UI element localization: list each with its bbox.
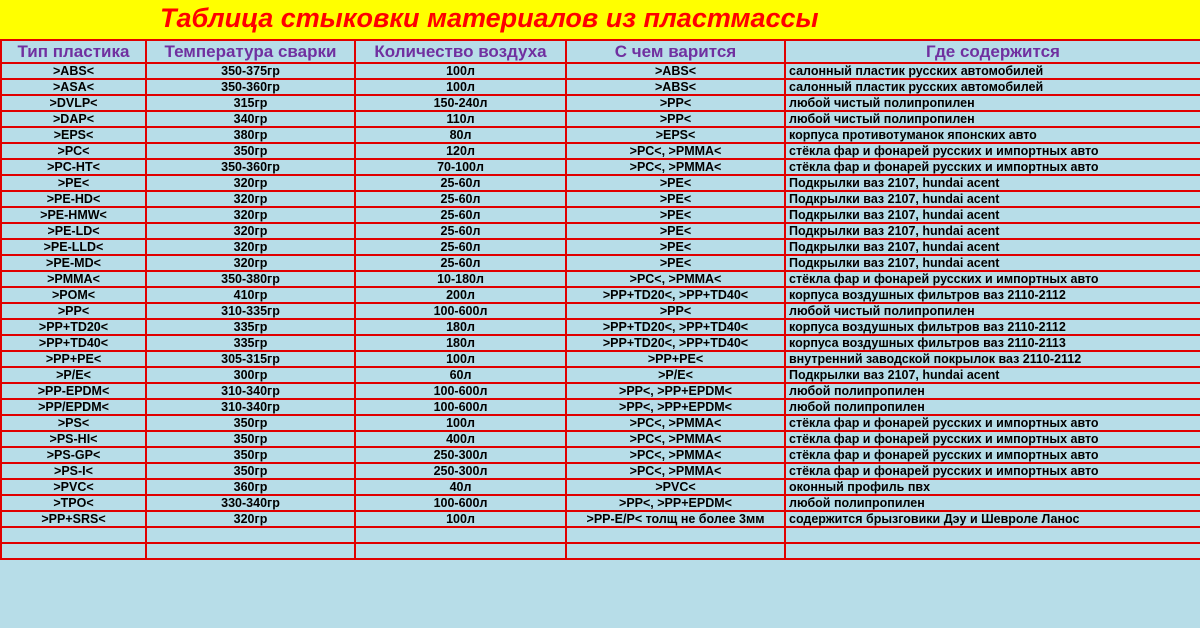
cell-weld-temperature[interactable]: 350гр (146, 431, 355, 447)
cell-air-amount[interactable]: 200л (355, 287, 566, 303)
cell-air-amount[interactable]: 250-300л (355, 463, 566, 479)
header-where-found[interactable]: Где содержится (785, 40, 1200, 63)
table-row (1, 143, 1200, 159)
table-row (1, 335, 1200, 351)
cell-plastic-type[interactable]: >PVC< (1, 479, 146, 495)
cell-air-amount[interactable]: 110л (355, 111, 566, 127)
cell-air-amount[interactable]: 180л (355, 335, 566, 351)
cell-weld-temperature[interactable]: 350гр (146, 143, 355, 159)
cell-welds-with[interactable]: >PP<, >PP+EPDM< (566, 495, 785, 511)
cell-air-amount[interactable]: 25-60л (355, 175, 566, 191)
cell-weld-temperature[interactable]: 310-340гр (146, 399, 355, 415)
cell-where-found[interactable]: любой чистый полипропилен (785, 95, 1200, 111)
cell-where-found[interactable]: стёкла фар и фонарей русских и импортных авто (785, 463, 1200, 479)
cell-plastic-type[interactable]: >ASA< (1, 79, 146, 95)
cell-welds-with[interactable]: >PC<, >PMMA< (566, 159, 785, 175)
cell-weld-temperature[interactable]: 350-375гр (146, 63, 355, 79)
cell-where-found[interactable]: салонный пластик русских автомобилей (785, 63, 1200, 79)
cell-weld-temperature[interactable]: 350гр (146, 447, 355, 463)
cell-where-found[interactable]: салонный пластик русских автомобилей (785, 79, 1200, 95)
cell-air-amount[interactable]: 180л (355, 319, 566, 335)
cell-welds-with[interactable]: >ABS< (566, 63, 785, 79)
cell-weld-temperature[interactable]: 330-340гр (146, 495, 355, 511)
table-row (1, 223, 1200, 239)
cell-plastic-type[interactable]: >POM< (1, 287, 146, 303)
table-row (1, 127, 1200, 143)
table-row (1, 463, 1200, 479)
cell-air-amount[interactable]: 70-100л (355, 159, 566, 175)
empty-cell[interactable] (566, 527, 785, 543)
cell-plastic-type[interactable]: >PP+TD20< (1, 319, 146, 335)
cell-weld-temperature[interactable]: 340гр (146, 111, 355, 127)
table-row (1, 479, 1200, 495)
cell-weld-temperature[interactable]: 350-360гр (146, 79, 355, 95)
table-row (1, 351, 1200, 367)
cell-welds-with[interactable]: >PC<, >PMMA< (566, 415, 785, 431)
cell-plastic-type[interactable]: >ABS< (1, 63, 146, 79)
header-air-amount[interactable]: Количество воздуха (355, 40, 566, 63)
cell-weld-temperature[interactable]: 335гр (146, 319, 355, 335)
cell-weld-temperature[interactable]: 350гр (146, 415, 355, 431)
empty-cell[interactable] (785, 527, 1200, 543)
cell-air-amount[interactable]: 120л (355, 143, 566, 159)
cell-plastic-type[interactable]: >PMMA< (1, 271, 146, 287)
cell-air-amount[interactable]: 250-300л (355, 447, 566, 463)
cell-air-amount[interactable]: 100-600л (355, 495, 566, 511)
cell-weld-temperature[interactable]: 350-380гр (146, 271, 355, 287)
cell-weld-temperature[interactable]: 315гр (146, 95, 355, 111)
table-row (1, 303, 1200, 319)
cell-welds-with[interactable]: >PP<, >PP+EPDM< (566, 399, 785, 415)
cell-where-found[interactable]: стёкла фар и фонарей русских и импортных авто (785, 271, 1200, 287)
table-row (1, 111, 1200, 127)
cell-welds-with[interactable]: >PE< (566, 207, 785, 223)
table-row (1, 191, 1200, 207)
cell-welds-with[interactable]: >PE< (566, 223, 785, 239)
cell-plastic-type[interactable]: >PS-HI< (1, 431, 146, 447)
cell-where-found[interactable]: Подкрылки ваз 2107, hundai acent (785, 367, 1200, 383)
cell-welds-with[interactable]: >PP< (566, 111, 785, 127)
table-row (1, 415, 1200, 431)
table-row (1, 367, 1200, 383)
table-row (1, 255, 1200, 271)
header-welds-with[interactable]: С чем варится (566, 40, 785, 63)
cell-air-amount[interactable]: 25-60л (355, 255, 566, 271)
table-row (1, 287, 1200, 303)
empty-cell[interactable] (146, 527, 355, 543)
cell-weld-temperature[interactable]: 360гр (146, 479, 355, 495)
cell-plastic-type[interactable]: >PP+SRS< (1, 511, 146, 527)
cell-where-found[interactable]: корпуса воздушных фильтров ваз 2110-2112 (785, 319, 1200, 335)
cell-plastic-type[interactable]: >PE-LLD< (1, 239, 146, 255)
cell-where-found[interactable]: стёкла фар и фонарей русских и импортных авто (785, 415, 1200, 431)
cell-where-found[interactable]: стёкла фар и фонарей русских и импортных авто (785, 143, 1200, 159)
cell-where-found[interactable]: содержится брызговики Дэу и Шевроле Ланос (785, 511, 1200, 527)
cell-welds-with[interactable]: >ABS< (566, 79, 785, 95)
plastics-table (0, 39, 1200, 560)
cell-weld-temperature[interactable]: 310-335гр (146, 303, 355, 319)
cell-where-found[interactable]: любой чистый полипропилен (785, 111, 1200, 127)
cell-where-found[interactable]: корпуса противотуманок японских авто (785, 127, 1200, 143)
table-row (1, 95, 1200, 111)
cell-welds-with[interactable]: >PP+TD20<, >PP+TD40< (566, 319, 785, 335)
header-row (1, 40, 1200, 63)
cell-plastic-type[interactable]: >PE-LD< (1, 223, 146, 239)
cell-where-found[interactable]: Подкрылки ваз 2107, hundai acent (785, 175, 1200, 191)
cell-welds-with[interactable]: >PE< (566, 175, 785, 191)
table-row (1, 207, 1200, 223)
cell-where-found[interactable]: любой полипропилен (785, 495, 1200, 511)
cell-where-found[interactable]: любой полипропилен (785, 399, 1200, 415)
empty-cell[interactable] (1, 527, 146, 543)
cell-where-found[interactable]: внутренний заводской покрылок ваз 2110-2112 (785, 351, 1200, 367)
cell-plastic-type[interactable]: >PP+TD40< (1, 335, 146, 351)
table-row (1, 79, 1200, 95)
cell-weld-temperature[interactable]: 350-360гр (146, 159, 355, 175)
cell-plastic-type[interactable]: >PP+PE< (1, 351, 146, 367)
cell-weld-temperature[interactable]: 320гр (146, 511, 355, 527)
cell-where-found[interactable]: корпуса воздушных фильтров ваз 2110-2113 (785, 335, 1200, 351)
cell-where-found[interactable]: любой полипропилен (785, 383, 1200, 399)
cell-welds-with[interactable]: >PC<, >PMMA< (566, 143, 785, 159)
header-weld-temperature[interactable]: Температура сварки (146, 40, 355, 63)
cell-air-amount[interactable]: 80л (355, 127, 566, 143)
empty-cell[interactable] (146, 543, 355, 559)
cell-air-amount[interactable]: 100л (355, 351, 566, 367)
cell-air-amount[interactable]: 25-60л (355, 223, 566, 239)
table-row (1, 319, 1200, 335)
cell-air-amount[interactable]: 25-60л (355, 207, 566, 223)
cell-plastic-type[interactable]: >PP/EPDM< (1, 399, 146, 415)
cell-air-amount[interactable]: 25-60л (355, 239, 566, 255)
cell-air-amount[interactable]: 25-60л (355, 191, 566, 207)
title-bar (0, 0, 1200, 39)
empty-cell[interactable] (785, 543, 1200, 559)
cell-weld-temperature[interactable]: 320гр (146, 223, 355, 239)
cell-welds-with[interactable]: >PE< (566, 191, 785, 207)
empty-row (1, 543, 1200, 559)
cell-plastic-type[interactable]: >PP< (1, 303, 146, 319)
cell-air-amount[interactable]: 40л (355, 479, 566, 495)
cell-where-found[interactable]: корпуса воздушных фильтров ваз 2110-2112 (785, 287, 1200, 303)
cell-weld-temperature[interactable]: 320гр (146, 239, 355, 255)
cell-where-found[interactable]: стёкла фар и фонарей русских и импортных авто (785, 447, 1200, 463)
empty-cell[interactable] (1, 543, 146, 559)
empty-cell[interactable] (355, 527, 566, 543)
cell-plastic-type[interactable]: >PS-GP< (1, 447, 146, 463)
table-row (1, 271, 1200, 287)
cell-air-amount[interactable]: 10-180л (355, 271, 566, 287)
cell-air-amount[interactable]: 100-600л (355, 399, 566, 415)
cell-plastic-type[interactable]: >EPS< (1, 127, 146, 143)
cell-weld-temperature[interactable]: 335гр (146, 335, 355, 351)
cell-air-amount[interactable]: 100л (355, 63, 566, 79)
cell-welds-with[interactable]: >PE< (566, 255, 785, 271)
table-row (1, 159, 1200, 175)
cell-welds-with[interactable]: >PC<, >PMMA< (566, 463, 785, 479)
cell-air-amount[interactable]: 100л (355, 511, 566, 527)
table-row (1, 383, 1200, 399)
cell-welds-with[interactable]: >PP<, >PP+EPDM< (566, 383, 785, 399)
table-row (1, 447, 1200, 463)
cell-plastic-type[interactable]: >TPO< (1, 495, 146, 511)
cell-plastic-type[interactable]: >DVLP< (1, 95, 146, 111)
table-row (1, 399, 1200, 415)
cell-plastic-type[interactable]: >P/E< (1, 367, 146, 383)
cell-weld-temperature[interactable]: 320гр (146, 191, 355, 207)
cell-welds-with[interactable]: >P/E< (566, 367, 785, 383)
cell-where-found[interactable]: стёкла фар и фонарей русских и импортных авто (785, 159, 1200, 175)
table-row (1, 511, 1200, 527)
table-body (1, 63, 1200, 559)
cell-weld-temperature[interactable]: 320гр (146, 255, 355, 271)
cell-plastic-type[interactable]: >PC< (1, 143, 146, 159)
cell-air-amount[interactable]: 150-240л (355, 95, 566, 111)
cell-air-amount[interactable]: 100л (355, 415, 566, 431)
cell-weld-temperature[interactable]: 300гр (146, 367, 355, 383)
cell-weld-temperature[interactable]: 320гр (146, 207, 355, 223)
table-row (1, 239, 1200, 255)
cell-where-found[interactable]: Подкрылки ваз 2107, hundai acent (785, 207, 1200, 223)
table-row (1, 175, 1200, 191)
empty-row (1, 527, 1200, 543)
cell-welds-with[interactable]: >PVC< (566, 479, 785, 495)
cell-welds-with[interactable]: >PC<, >PMMA< (566, 447, 785, 463)
cell-where-found[interactable]: Подкрылки ваз 2107, hundai acent (785, 223, 1200, 239)
cell-air-amount[interactable]: 100-600л (355, 303, 566, 319)
cell-air-amount[interactable]: 100-600л (355, 383, 566, 399)
cell-weld-temperature[interactable]: 320гр (146, 175, 355, 191)
cell-welds-with[interactable]: >PE< (566, 239, 785, 255)
header-plastic-type[interactable]: Тип пластика (1, 40, 146, 63)
cell-plastic-type[interactable]: >PE< (1, 175, 146, 191)
cell-air-amount[interactable]: 400л (355, 431, 566, 447)
cell-plastic-type[interactable]: >PS< (1, 415, 146, 431)
cell-air-amount[interactable]: 60л (355, 367, 566, 383)
sheet-title: Таблица стыковки материалов из пластмассы (160, 3, 819, 33)
cell-welds-with[interactable]: >PP+TD20<, >PP+TD40< (566, 335, 785, 351)
cell-air-amount[interactable]: 100л (355, 79, 566, 95)
cell-welds-with[interactable]: >PP< (566, 303, 785, 319)
cell-welds-with[interactable]: >PP-E/P< толщ не более 3мм (566, 511, 785, 527)
cell-plastic-type[interactable]: >DAP< (1, 111, 146, 127)
cell-welds-with[interactable]: >PP+PE< (566, 351, 785, 367)
table-row (1, 63, 1200, 79)
cell-weld-temperature[interactable]: 410гр (146, 287, 355, 303)
cell-where-found[interactable]: стёкла фар и фонарей русских и импортных авто (785, 431, 1200, 447)
cell-plastic-type[interactable]: >PE-MD< (1, 255, 146, 271)
cell-plastic-type[interactable]: >PE-HMW< (1, 207, 146, 223)
cell-where-found[interactable]: Подкрылки ваз 2107, hundai acent (785, 255, 1200, 271)
cell-weld-temperature[interactable]: 310-340гр (146, 383, 355, 399)
table-row (1, 495, 1200, 511)
cell-welds-with[interactable]: >EPS< (566, 127, 785, 143)
cell-weld-temperature[interactable]: 350гр (146, 463, 355, 479)
cell-where-found[interactable]: оконный профиль пвх (785, 479, 1200, 495)
cell-welds-with[interactable]: >PC<, >PMMA< (566, 431, 785, 447)
cell-welds-with[interactable]: >PP+TD20<, >PP+TD40< (566, 287, 785, 303)
empty-cell[interactable] (355, 543, 566, 559)
cell-welds-with[interactable]: >PP< (566, 95, 785, 111)
empty-cell[interactable] (566, 543, 785, 559)
cell-plastic-type[interactable]: >PP-EPDM< (1, 383, 146, 399)
table-row (1, 431, 1200, 447)
cell-where-found[interactable]: любой чистый полипропилен (785, 303, 1200, 319)
cell-weld-temperature[interactable]: 380гр (146, 127, 355, 143)
cell-where-found[interactable]: Подкрылки ваз 2107, hundai acent (785, 191, 1200, 207)
cell-weld-temperature[interactable]: 305-315гр (146, 351, 355, 367)
cell-plastic-type[interactable]: >PE-HD< (1, 191, 146, 207)
cell-welds-with[interactable]: >PC<, >PMMA< (566, 271, 785, 287)
cell-where-found[interactable]: Подкрылки ваз 2107, hundai acent (785, 239, 1200, 255)
cell-plastic-type[interactable]: >PS-I< (1, 463, 146, 479)
cell-plastic-type[interactable]: >PC-HT< (1, 159, 146, 175)
